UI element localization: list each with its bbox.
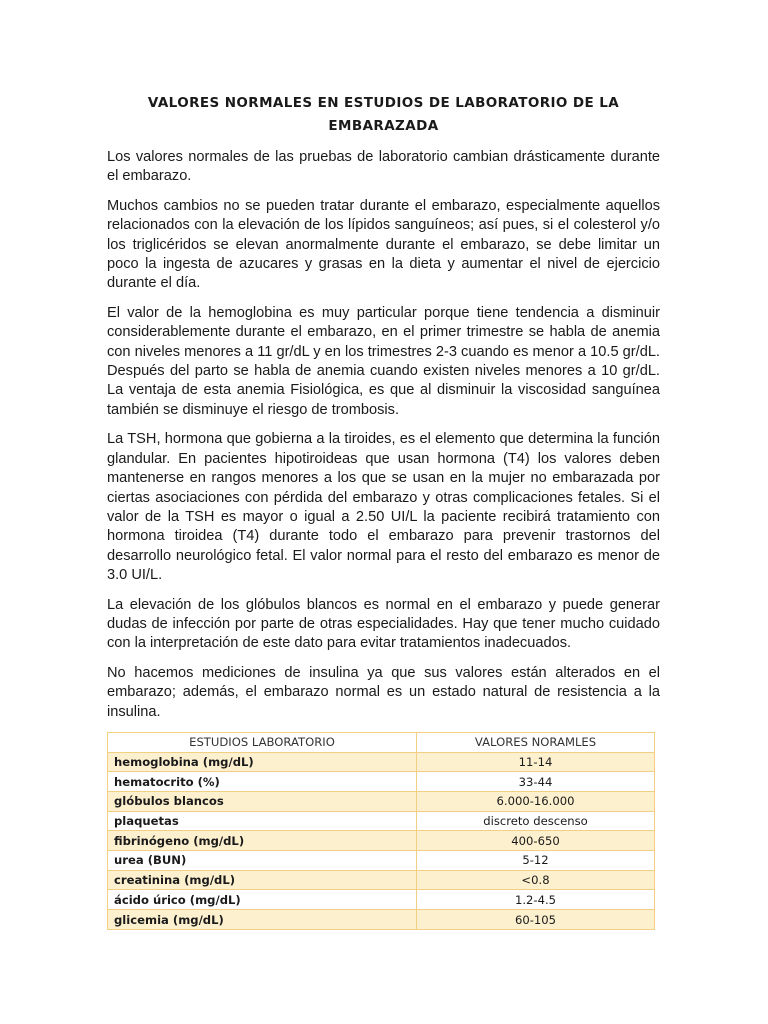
study-name: fibrinógeno (mg/dL) bbox=[108, 831, 417, 851]
normal-value: discreto descenso bbox=[417, 811, 655, 831]
paragraph-white-cells: La elevación de los glóbulos blancos es normal en el embarazo y puede generar dudas de infección por parte de otras especialidades. Hay que tener mucho cuidado con la interpretación de este dato para evitar tratamientos inadecuados. bbox=[107, 596, 660, 652]
table-row bbox=[108, 890, 655, 910]
table-row bbox=[108, 851, 655, 871]
paragraph-lipids: Muchos cambios no se pueden tratar durante el embarazo, especialmente aquellos relacionados con la elevación de los lípidos sanguíneos; así pues, si el colesterol y/o los triglicéridos se elevan anormalmente durante el embarazo, se debe limitar un poco la ingesta de azucares y grasas en la dieta y aumentar el nivel de ejercicio durante el día. bbox=[107, 197, 660, 292]
paragraph-insulin: No hacemos mediciones de insulina ya que sus valores están alterados en el embarazo; además, el embarazo normal es un estado natural de resistencia a la insulina. bbox=[107, 664, 660, 720]
study-name: ácido úrico (mg/dL) bbox=[108, 890, 417, 910]
study-name: glóbulos blancos bbox=[108, 792, 417, 812]
normal-value: 5-12 bbox=[417, 851, 655, 871]
paragraph-tsh: La TSH, hormona que gobierna a la tiroides, es el elemento que determina la función glandular. En pacientes hipotiroideas que usan hormona (T4) los valores deben mantenerse en rangos menores a los que se usan en la mujer no embarazada por ciertas asociaciones con pérdida del embarazo y otras complicaciones fetales. Si el valor de la TSH es mayor o igual a 2.50 UI/L la paciente recibirá tratamiento con hormona tiroidea (T4) durante todo el embarazo para prevenir trastornos del desarrollo neurológico fetal. El valor normal para el resto del embarazo es menor de 3.0 UI/L. bbox=[107, 431, 660, 584]
table-row bbox=[108, 831, 655, 851]
lab-values-table bbox=[107, 732, 655, 930]
table-row bbox=[108, 811, 655, 831]
study-name: hematocrito (%) bbox=[108, 772, 417, 792]
header-studies: ESTUDIOS LABORATORIO bbox=[108, 732, 417, 752]
study-name: glicemia (mg/dL) bbox=[108, 910, 417, 930]
normal-value: 33-44 bbox=[417, 772, 655, 792]
table-row bbox=[108, 772, 655, 792]
normal-value: 6.000-16.000 bbox=[417, 792, 655, 812]
normal-value: 1.2-4.5 bbox=[417, 890, 655, 910]
table-row bbox=[108, 910, 655, 930]
study-name: hemoglobina (mg/dL) bbox=[108, 752, 417, 772]
document-title: VALORES NORMALES EN ESTUDIOS DE LABORATORIO DE LA EMBARAZADA bbox=[147, 95, 620, 134]
study-name: creatinina (mg/dL) bbox=[108, 870, 417, 890]
paragraph-intro: Los valores normales de las pruebas de laboratorio cambian drásticamente durante el embarazo. bbox=[107, 149, 660, 185]
normal-value: 60-105 bbox=[417, 910, 655, 930]
table-row bbox=[108, 752, 655, 772]
header-values: VALORES NORAMLES bbox=[417, 732, 655, 752]
normal-value: 11-14 bbox=[417, 752, 655, 772]
table-row bbox=[108, 792, 655, 812]
study-name: plaquetas bbox=[108, 811, 417, 831]
document-page bbox=[107, 92, 660, 930]
table-header-row bbox=[108, 732, 655, 752]
study-name: urea (BUN) bbox=[108, 851, 417, 871]
paragraph-hemoglobin: El valor de la hemoglobina es muy particular porque tiene tendencia a disminuir considerablemente durante el embarazo, en el primer trimestre se habla de anemia con niveles menores a 11 gr/dL y en los trimestres 2-3 cuando es menor a 10.5 gr/dL. Después del parto se habla de anemia cuando existen niveles menores a 10 gr/dL. La ventaja de esta anemia Fisiológica, es que al disminuir la viscosidad sanguínea también se disminuye el riesgo de trombosis. bbox=[107, 304, 660, 418]
normal-value: 400-650 bbox=[417, 831, 655, 851]
normal-value: <0.8 bbox=[417, 870, 655, 890]
table-row bbox=[108, 870, 655, 890]
